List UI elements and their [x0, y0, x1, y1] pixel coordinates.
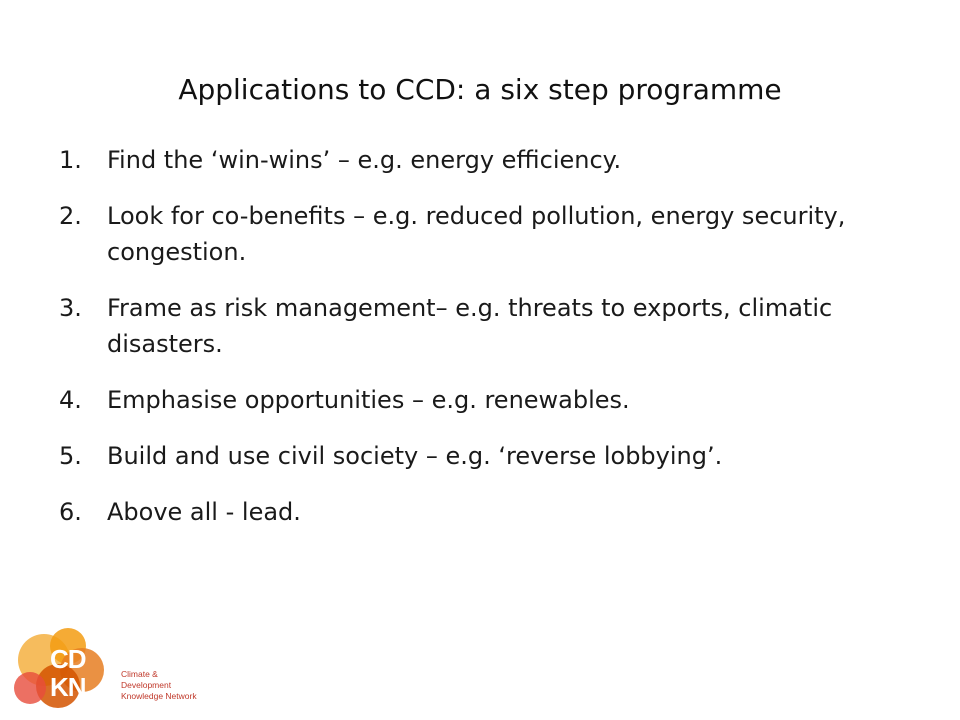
list-item	[59, 290, 859, 362]
logo-name-line2: Knowledge Network	[121, 691, 197, 701]
logo-name-line1: Climate & Development	[121, 669, 172, 690]
item-number: 4.	[59, 386, 82, 414]
svg-text:KN: KN	[50, 672, 86, 702]
list-item	[59, 494, 859, 530]
item-text: Look for co-benefits – e.g. reduced pollution, energy security, congestion.	[107, 202, 846, 266]
list-item	[59, 438, 859, 474]
svg-text:CD: CD	[50, 644, 86, 674]
list-item	[59, 198, 859, 270]
item-text: Above all - lead.	[107, 498, 301, 526]
item-number: 2.	[59, 202, 82, 230]
item-text: Emphasise opportunities – e.g. renewables.	[107, 386, 630, 414]
item-text: Frame as risk management– e.g. threats to exports, climatic disasters.	[107, 294, 833, 358]
list-item	[59, 382, 859, 418]
slide-title: Applications to CCD: a six step programme	[178, 73, 782, 106]
list-item	[59, 142, 859, 178]
item-number: 5.	[59, 442, 82, 470]
step-list	[59, 142, 859, 550]
item-text: Build and use civil society – e.g. ‘reverse lobbying’.	[107, 442, 723, 470]
item-number: 6.	[59, 498, 82, 526]
item-text: Find the ‘win-wins’ – e.g. energy efficiency.	[107, 146, 622, 174]
item-number: 3.	[59, 294, 82, 322]
logo-wordmark	[121, 669, 210, 702]
cdkn-logo	[10, 624, 210, 710]
item-number: 1.	[59, 146, 82, 174]
